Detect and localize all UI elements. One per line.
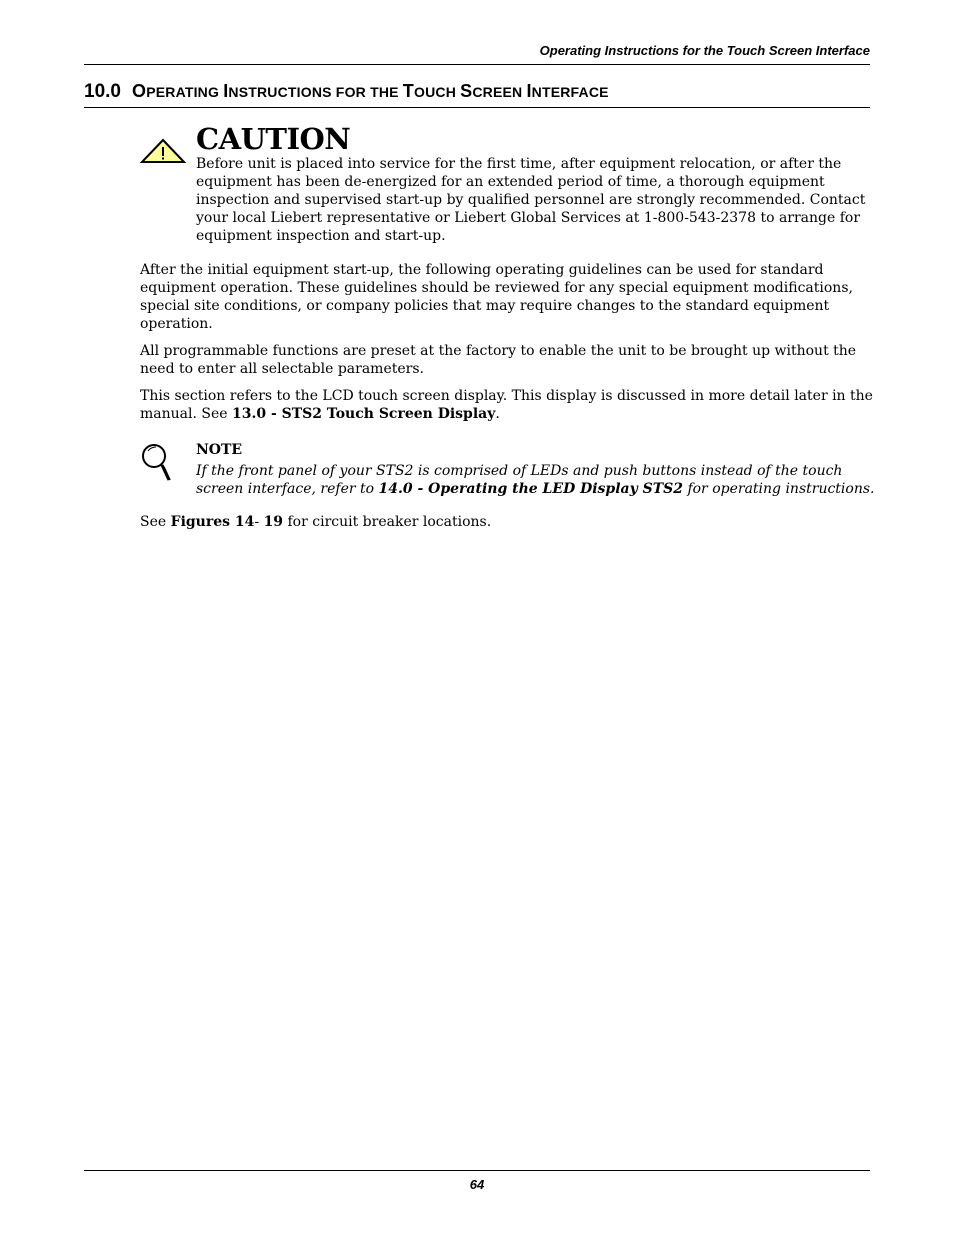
section-heading <box>84 78 870 106</box>
note-text-part: for operating instructions. <box>683 481 875 497</box>
figures-reference-end[interactable]: 19 <box>263 514 284 530</box>
magnifying-glass-icon <box>139 441 177 485</box>
note-text-part: If the front panel of your STS2 is comprised of LEDs and push buttons instead of the touch screen interface, refer to <box>196 463 843 497</box>
note-cross-reference-link[interactable]: 14.0 - Operating the LED Display STS2 <box>378 481 683 497</box>
paragraph-startup-guidelines: After the initial equipment start-up, the following operating guidelines can be used for standard equipment operation. These guidelines should be reviewed for any special equipment modifications, special site conditions, or company policies that may require changes to the standard equipment operation. <box>140 262 853 332</box>
warning-triangle-icon <box>139 137 187 165</box>
caution-text: Before unit is placed into service for the first time, after equipment relocation, or after the equipment has been de-energized for an extended period of time, a thorough equipment inspection and supervised start-up by qualified personnel are strongly recommended. Contact your local Liebert representative or Liebert Global Services at 1-800-543-2378 to arrange for equipment inspection and start-up. <box>196 156 866 244</box>
figures-reference[interactable]: Figures 14 <box>170 514 255 530</box>
paragraph-circuit-breakers <box>140 513 874 531</box>
caution-title: CAUTION <box>196 122 351 156</box>
section-number: 10.0 <box>84 81 121 102</box>
paragraph-text: . <box>495 406 500 422</box>
running-header: Operating Instructions for the Touch Screen Interface <box>539 43 870 58</box>
note-title: NOTE <box>196 442 243 458</box>
header-rule <box>84 64 870 65</box>
paragraph-text: This section refers to the LCD touch screen display. This display is discussed in more detail later in the manual. See <box>140 388 873 422</box>
page-number: 64 <box>469 1177 485 1192</box>
footer-rule <box>84 1170 870 1171</box>
paragraph-text: - <box>254 514 264 530</box>
cross-reference-link[interactable]: 13.0 - STS2 Touch Screen Display <box>232 406 496 422</box>
paragraph-text: See <box>140 514 171 530</box>
paragraph-lcd-display <box>140 387 874 423</box>
section-heading-rule <box>84 107 870 108</box>
paragraph-text: for circuit breaker locations. <box>283 514 492 530</box>
paragraph-programmable-functions: All programmable functions are preset at the factory to enable the unit to be brought up without the need to enter all selectable parameters. <box>140 343 857 377</box>
section-title: OPERATING INSTRUCTIONS FOR THE TOUCH SCREEN INTERFACE <box>131 81 609 101</box>
note-text <box>196 462 876 498</box>
